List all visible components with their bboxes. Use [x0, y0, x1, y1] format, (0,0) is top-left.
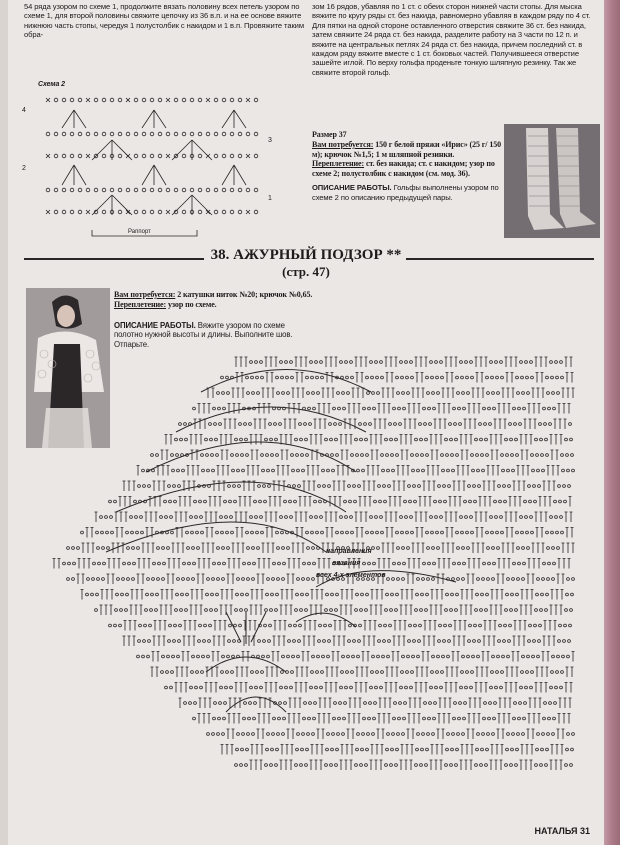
legend-knitting: вязания — [332, 560, 361, 567]
model-38-description: ОПИСАНИЕ РАБОТЫ. Вяжите узором по схеме полотно нужной высоты и длины. Выполните шов. Отпарьте. — [114, 321, 293, 349]
socks-photo — [504, 124, 600, 238]
page-footer — [534, 826, 590, 836]
magazine-page — [8, 0, 604, 845]
magazine-name: НАТАЛЬЯ — [534, 826, 578, 836]
repeat-label: Раппорт — [128, 229, 151, 235]
scheme-2-label: Схема 2 — [38, 81, 65, 88]
continuation-paragraph: 54 ряда узором по схеме 1, продолжите вязать половину всех петель узором по схеме 1, для второй половины свяжите цепочку из 36 в.п. и на ее основе вяжите нижнюю часть стопы, чередуя 1 полустолбик с накидом и 1 в.п. Провяжите таким обра- — [24, 2, 304, 40]
model-38-info: Вам потребуется: 2 катушки ниток №20; крючок №0,65. Переплетение: узор по схеме. — [114, 290, 313, 309]
row-number-4: 4 — [22, 107, 26, 114]
page-number: 31 — [579, 826, 590, 836]
section-title: 38. АЖУРНЫЙ ПОДЗОР ** — [210, 247, 402, 263]
section-page-ref: (стр. 47) — [282, 264, 330, 279]
row-number-3: 3 — [268, 137, 272, 144]
page-edge — [604, 0, 620, 845]
legend-direction: направления — [326, 548, 372, 555]
scheme-2-diagram — [22, 90, 312, 240]
row-number-1: 1 — [268, 195, 272, 202]
model-37-info: Размер 37 Вам потребуется: 150 г белой пряжи «Ирис» (25 г/ 150 м); крючок №1,5; 1 м шляпной резинки. Переплетение: ст. без накида; ст. с накидом; узор по схеме 2; полустолбик с накидом (см. мод. 36). ОПИСАНИЕ РАБОТЫ. Гольфы выполнены узором по схеме 2 по описанию предыдущей пары. — [312, 130, 502, 202]
row-number-2: 2 — [22, 165, 26, 172]
lace-edging-diagram — [26, 352, 596, 784]
instructions-paragraph: зом 16 рядов, убавляя по 1 ст. с обеих сторон нижней части стопы. Для мыска вяжите по кругу ряды ст. без накида, равномерно убавляя в каждом ряду по 4 ст. Для пятки на одной стороне оставленного отверстия свяжите 36 ст. без накида, затем свяжите 24 ряда ст. без накида, разделите работу на 3 части по 12 п. и вяжите на центральных петлях 24 ряда ст. без накида, причем последний ст. в каждом ряду вяжите вместе с 1 ст. боковых частей. Получившееся отверстие зашейте иглой. По верху гольфа проденьте тонкую шляпную резинку. Так же свяжите второй гольф. — [312, 2, 591, 77]
legend-elements: всех 4-х элементов — [316, 572, 386, 579]
